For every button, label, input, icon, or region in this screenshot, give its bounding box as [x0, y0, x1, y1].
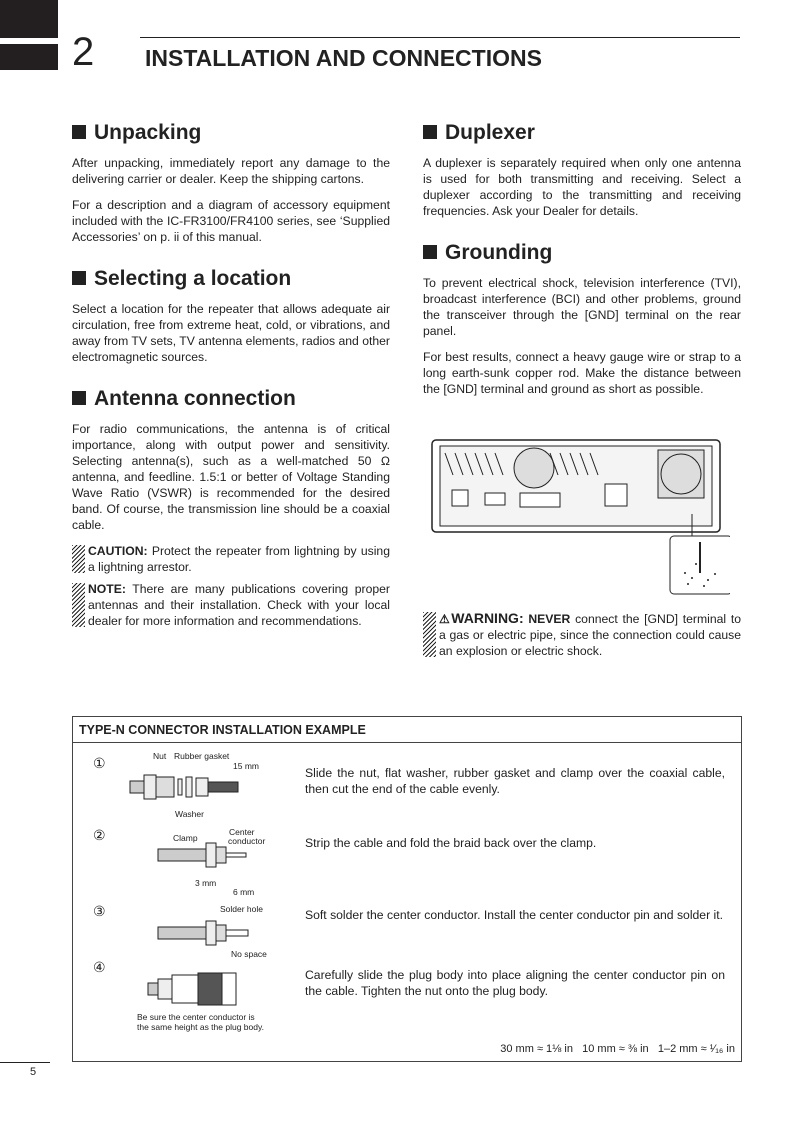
step-text: Strip the cable and fold the braid back over the clamp.	[305, 836, 597, 850]
note-line: the same height as the plug body.	[137, 1022, 264, 1032]
heading-duplexer: Duplexer	[423, 121, 741, 145]
label-washer: Washer	[175, 809, 204, 819]
chapter-title: INSTALLATION AND CONNECTIONS	[145, 45, 542, 71]
heading-location: Selecting a location	[72, 267, 390, 291]
label-rubber-gasket: Rubber gasket	[174, 751, 230, 761]
paragraph: For radio communications, the antenna is of critical importance, along with output power and sensitivity. Selecting antenna(s), such as a well-matched 50 Ω antenna, and feedline. 1.5:1 or better of Voltage Standing Wave Ratio (VSWR) is recommended for the desired band. Of course, the transmission line should be a coaxial cable.	[72, 422, 390, 532]
paragraph: A duplexer is separately required when only one antenna is used for both transmitting and receiving. Select a duplexer according to the transmitting and receiving frequencies. Ask your Dealer for details.	[423, 156, 741, 218]
label-center: Center	[229, 827, 255, 837]
footer-rule	[0, 1062, 50, 1063]
paragraph: Select a location for the repeater that allows adequate air circulation, free from extreme heat, cold, or vibrations, and away from TV sets, TV antenna elements, radios and other electromagnetic sources.	[72, 302, 390, 364]
heading-grounding: Grounding	[423, 241, 741, 265]
step-number: ④	[93, 959, 106, 975]
note-line: Be sure the center conductor is	[137, 1012, 255, 1022]
chapter-number: 2	[72, 30, 95, 74]
box-divider	[73, 742, 741, 743]
paragraph: For a description and a diagram of accessory equipment included with the IC-FR3100/FR4100 series, see ‘Supplied Accessories’ on p. ii of this manual.	[72, 198, 390, 244]
warning-note: ⚠WARNING: NEVER connect the [GND] terminal to a gas or electric pipe, since the connection could cause an explosion or electric shock.	[423, 610, 741, 665]
label-3mm: 3 mm	[195, 878, 217, 888]
paragraph: For best results, connect a heavy gauge wire or strap to a long earth-sunk copper rod. Make the distance between the [GND] terminal and ground as short as possible.	[423, 350, 741, 396]
header-rule	[140, 37, 740, 38]
label-6mm: 6 mm	[233, 887, 255, 897]
heading-antenna: Antenna connection	[72, 387, 390, 411]
step-text: Soft solder the center conductor. Install the center conductor pin and solder it.	[305, 908, 724, 922]
right-column	[423, 121, 741, 407]
step-text: Slide the nut, flat washer, rubber gasket and clamp over the coaxial cable, then cut the end of the cable evenly.	[305, 766, 725, 796]
label-solder-hole: Solder hole	[220, 904, 264, 914]
caution-note: CAUTION: Protect the repeater from lightning by using a lightning arrestor.	[72, 543, 390, 575]
step-text: Carefully slide the plug body into place aligning the center conductor pin on the cable. Tighten the nut onto the plug body.	[305, 968, 725, 998]
rear-panel-illustration	[430, 438, 730, 598]
step-number: ③	[93, 903, 106, 919]
warning-label: ⚠WARNING: NEVER	[439, 610, 571, 626]
connector-installation-box	[72, 716, 742, 1062]
page-number: 5	[30, 1066, 37, 1078]
box-title: TYPE-N CONNECTOR INSTALLATION EXAMPLE	[79, 723, 366, 737]
label-clamp: Clamp	[173, 833, 198, 843]
label-conductor: conductor	[228, 836, 266, 846]
paragraph: To prevent electrical shock, television interference (TVI), broadcast interference (BCI) and other problems, ground the transceiver through the [GND] terminal on the rear panel.	[423, 276, 741, 338]
unit-conversions: 30 mm ≈ 1⅛ in 10 mm ≈ ⅜ in 1–2 mm ≈ ¹⁄₁₆ in	[500, 1043, 735, 1055]
chapter-tab	[0, 0, 58, 38]
step-number: ②	[93, 827, 106, 843]
label-no-space: No space	[231, 949, 267, 959]
heading-unpacking: Unpacking	[72, 121, 390, 145]
left-column	[72, 121, 390, 635]
label-15mm: 15 mm	[233, 761, 259, 771]
step-number: ①	[93, 755, 106, 771]
paragraph: After unpacking, immediately report any damage to the delivering carrier or dealer. Keep the shipping cartons.	[72, 156, 390, 186]
chapter-tab	[0, 44, 58, 70]
note: NOTE: There are many publications covering proper antennas and their installation. Check with your local dealer for more information and recommendations.	[72, 581, 390, 629]
label-nut: Nut	[153, 751, 167, 761]
